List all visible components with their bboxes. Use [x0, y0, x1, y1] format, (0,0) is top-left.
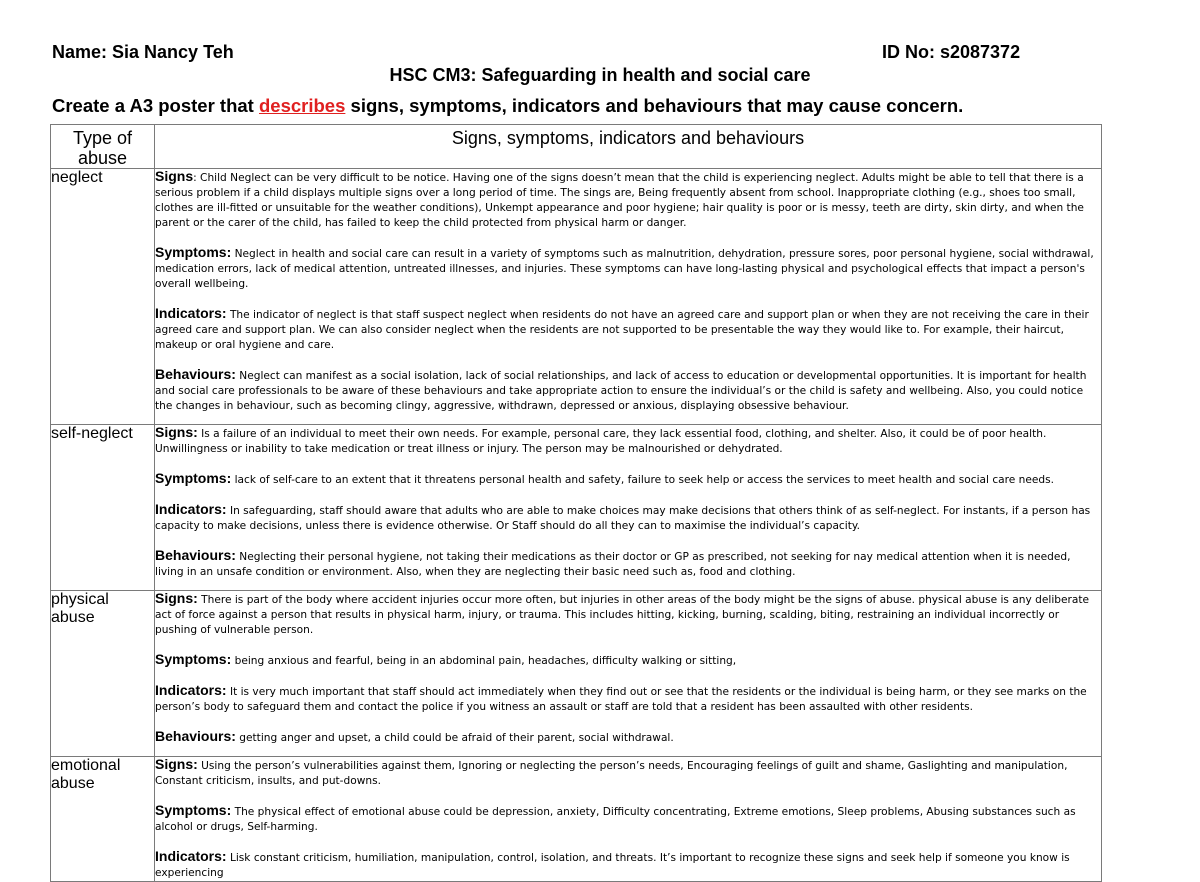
symptoms-text: Neglect in health and social care can result in a variety of symptoms such as malnutrition, dehydration, pressure sores, poor personal hygiene, social withdrawal, medication errors, lack of medical attention, untreated illnesses, and injuries. These symptoms can have long-lasting physical and psychological effects that impact a person's overall wellbeing. — [155, 248, 1094, 290]
task-prefix: Create a A3 poster that — [52, 95, 259, 116]
behaviours-paragraph — [155, 729, 1101, 746]
indicators-paragraph — [155, 502, 1101, 534]
symptoms-label: Symptoms: — [155, 244, 232, 260]
signs-paragraph — [155, 425, 1101, 457]
behaviours-text: getting anger and upset, a child could be afraid of their parent, social withdrawal. — [235, 732, 674, 744]
table-row-self-neglect — [51, 425, 1102, 591]
indicators-label: Indicators: — [155, 305, 227, 321]
symptoms-text: The physical effect of emotional abuse could be depression, anxiety, Difficulty concentrating, Extreme emotions, Sleep problems, Abusing substances such as alcohol or drugs, Self-harming. — [155, 806, 1076, 833]
student-name: Name: Sia Nancy Teh — [52, 42, 234, 62]
type-cell: self-neglect — [51, 425, 155, 591]
symptoms-paragraph — [155, 803, 1101, 835]
type-cell: neglect — [51, 169, 155, 425]
task-instruction — [52, 95, 963, 117]
document-subtitle: HSC CM3: Safeguarding in health and social care — [389, 65, 811, 85]
symptoms-text: being anxious and fearful, being in an abdominal pain, headaches, difficulty walking or sitting, — [231, 655, 737, 667]
symptoms-paragraph — [155, 245, 1101, 292]
signs-paragraph — [155, 169, 1101, 231]
details-cell — [155, 591, 1102, 757]
student-id: ID No: s2087372 — [882, 42, 1021, 62]
signs-label: Signs: — [155, 424, 198, 440]
behaviours-label: Behaviours: — [155, 728, 236, 744]
indicators-label: Indicators: — [155, 848, 227, 864]
table-row-physical-abuse — [51, 591, 1102, 757]
signs-label: Signs: — [155, 590, 198, 606]
type-cell: physical abuse — [51, 591, 155, 757]
details-cell — [155, 757, 1102, 882]
details-cell — [155, 425, 1102, 591]
name-line — [52, 42, 1100, 66]
indicators-paragraph — [155, 306, 1101, 353]
behaviours-paragraph — [155, 548, 1101, 580]
signs-label: Signs — [155, 168, 194, 184]
col-header-type: Type of abuse — [51, 125, 155, 169]
type-cell: emotional abuse — [51, 757, 155, 882]
table-row-emotional-abuse — [51, 757, 1102, 882]
symptoms-paragraph — [155, 471, 1101, 488]
col-header-signs: Signs, symptoms, indicators and behaviours — [155, 125, 1102, 169]
indicators-label: Indicators: — [155, 682, 227, 698]
indicators-label: Indicators: — [155, 501, 227, 517]
indicators-paragraph — [155, 849, 1101, 881]
symptoms-paragraph — [155, 652, 1101, 669]
signs-paragraph — [155, 591, 1101, 638]
signs-text: : Child Neglect can be very difficult to be notice. Having one of the signs doesn’t mean that the child is experiencing neglect. Adults might be able to tell that there is a serious problem if a child displays multiple signs over a long period of time. The sings are, Being frequently absent from school. Inappropriate clothing (e.g., shoes too small, clothes are ill-fitted or unsuitable for the weather conditions), Unkempt appearance and poor hygiene; hair quality is poor or is messy, teeth are dirty, skin dirty, and when the parent or the carer of the child, has failed to keep the child protected from physical harm or danger. — [155, 172, 1084, 229]
symptoms-label: Symptoms: — [155, 802, 232, 818]
signs-text: Is a failure of an individual to meet their own needs. For example, personal care, they lack essential food, clothing, and shelter. Also, it could be of poor health. Unwillingness or inability to take medication or treat illness or injury. The person may be malnourished or dehydrated. — [155, 428, 1047, 455]
behaviours-label: Behaviours: — [155, 547, 236, 563]
indicators-text: The indicator of neglect is that staff suspect neglect when residents do not have an agreed care and support plan or when they are not receiving the care in their agreed care and support plan. We can also consider neglect when the residents are not supported to be presentable the way they would like to. For example, their haircut, makeup or oral hygiene and care. — [155, 309, 1089, 351]
indicators-text: It is very much important that staff should act immediately when they find out or see that the residents or the individual is being harm, or they see marks on the person’s body to safeguard them and contact the police if you witness an assault or staff are told that a resident has been assaulted with other residents. — [155, 686, 1087, 713]
task-highlight: describes — [259, 95, 346, 116]
symptoms-label: Symptoms: — [155, 470, 232, 486]
details-cell — [155, 169, 1102, 425]
signs-paragraph — [155, 757, 1101, 789]
behaviours-label: Behaviours: — [155, 366, 236, 382]
indicators-text: In safeguarding, staff should aware that adults who are able to make choices may make decisions that others think of as self-neglect. For instants, if a person has capacity to make decisions, unless there is evidence otherwise. Or Staff should do all they can to maximise the individual’s capacity. — [155, 505, 1091, 532]
behaviours-text: Neglect can manifest as a social isolation, lack of social relationships, and lack of access to education or developmental opportunities. It is important for health and social care professionals to be aware of these behaviours and take appropriate action to ensure the individual’s or the child is safety and wellbeing. Also, you could notice the changes in behaviour, such as becoming clingy, aggressive, withdrawn, depressed or anxious, displaying obsessive behaviour. — [155, 370, 1087, 412]
indicators-text: Lisk constant criticism, humiliation, manipulation, control, isolation, and threats. It’s important to recognize these signs and seek help if someone you know is experiencing — [155, 852, 1070, 879]
symptoms-text: lack of self-care to an extent that it threatens personal health and safety, failure to seek help or access the services to meet health and social care needs. — [231, 474, 1054, 486]
signs-text: There is part of the body where accident injuries occur more often, but injuries in other areas of the body might be the signs of abuse. physical abuse is any deliberate act of force against a person that results in physical harm, injury, or trauma. This includes hitting, kicking, burning, scalding, biting, restraining an individual incorrectly or pushing of vulnerable person. — [155, 594, 1090, 636]
table-header-row — [51, 125, 1102, 169]
abuse-table — [50, 124, 1102, 882]
behaviours-text: Neglecting their personal hygiene, not taking their medications as their doctor or GP as prescribed, not seeking for nay medical attention when it is needed, living in an unsafe condition or environment. Also, when they are neglecting their basic need such as, food and clothing. — [155, 551, 1071, 578]
indicators-paragraph — [155, 683, 1101, 715]
table-row-neglect — [51, 169, 1102, 425]
signs-label: Signs: — [155, 756, 198, 772]
symptoms-label: Symptoms: — [155, 651, 232, 667]
task-suffix: signs, symptoms, indicators and behaviours that may cause concern. — [345, 95, 964, 116]
signs-text: Using the person’s vulnerabilities against them, Ignoring or neglecting the person’s needs, Encouraging feelings of guilt and shame, Gaslighting and manipulation, Constant criticism, insults, and put-downs. — [155, 760, 1068, 787]
behaviours-paragraph — [155, 367, 1101, 414]
